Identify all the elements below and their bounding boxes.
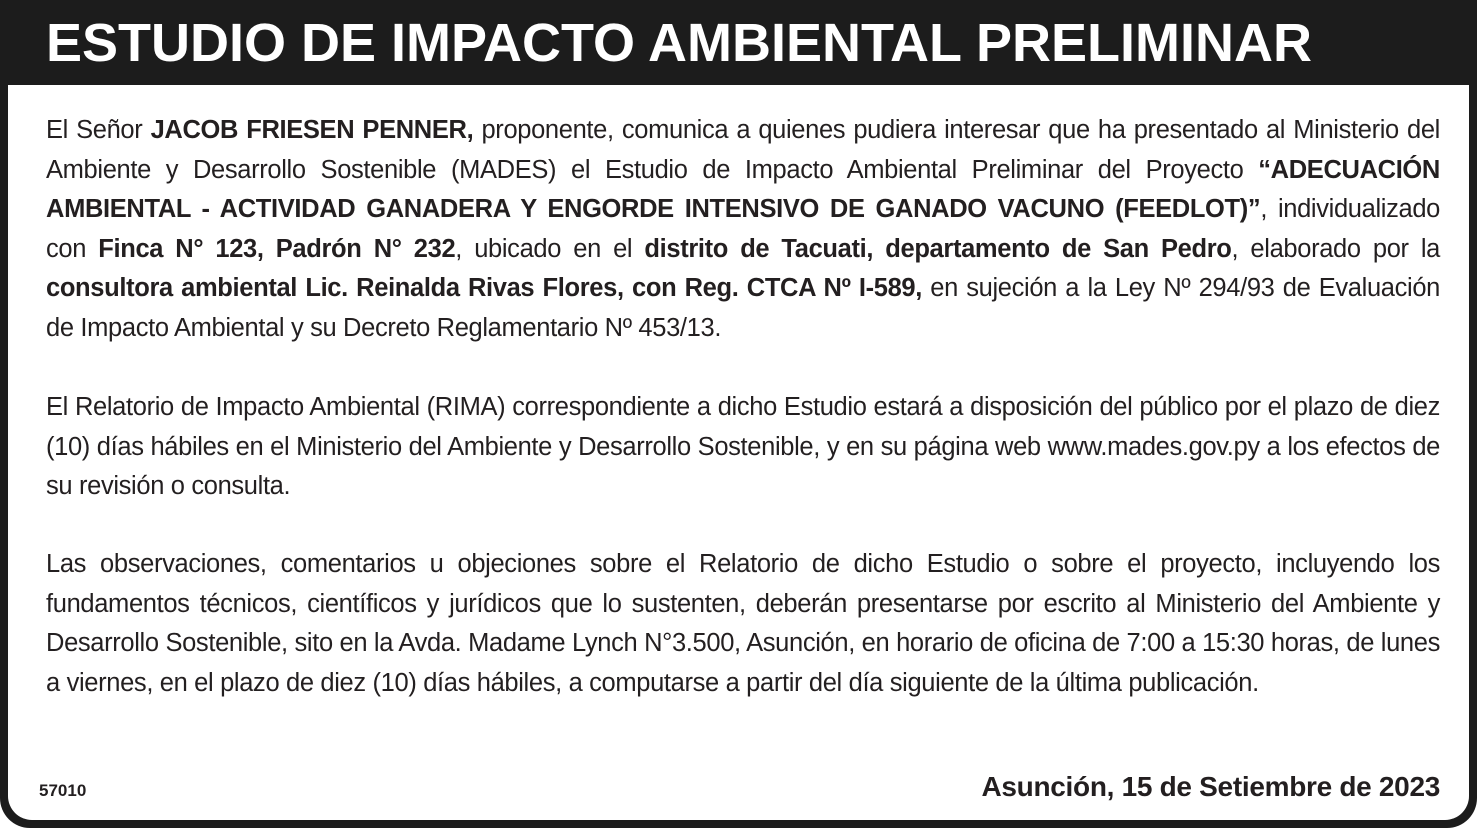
paragraph-rima-availability: El Relatorio de Impacto Ambiental (RIMA) correspondiente a dicho Estudio estará a disposición del público por el plazo de diez (10) días hábiles en el Ministerio del Ambiente y Desarrollo Sostenible, y en su página web www.mades.gov.py a los efectos de su revisión o consulta. [46, 393, 1440, 501]
ad-number: 57010 [39, 781, 87, 800]
paragraph-proposal [46, 111, 1440, 349]
legal-basis-text: en sujeción a la Ley Nº 294/93 de Evaluación de Impacto Ambiental y su Decreto Reglamentario Nº 453/13. [46, 274, 1440, 342]
proponent-name: JACOB FRIESEN PENNER, [150, 116, 474, 144]
project-location: distrito de Tacuati, departamento de San Pedro [644, 234, 1232, 263]
project-name: “ADECUACIÓN AMBIENTAL - ACTIVIDAD GANADERA Y ENGORDE INTENSIVO DE GANADO VACUNO (FEEDLOT)” [46, 155, 1440, 224]
publication-date: Asunción, 15 de Setiembre de 2023 [981, 771, 1440, 802]
property-id: Finca N° 123, Padrón N° 232 [98, 234, 456, 263]
individualized-text: , individualizado con [46, 195, 1440, 263]
prepared-by-text: , elaborado por la [1231, 234, 1441, 263]
paragraph-observations: Las observaciones, comentarios u objeciones sobre el Relatorio de dicho Estudio o sobre el proyecto, incluyendo los fundamentos técnicos, científicos y jurídicos que lo sustenten, deberán presentarse por escrito al Ministerio del Ambiente y Desarrollo Sostenible, sito en la Avda. Madame Lynch N°3.500, Asunción, en horario de oficina de 7:00 a 15:30 horas, de lunes a viernes, en el plazo de diez (10) días hábiles, a computarse a partir del día siguiente de la última publicación. [46, 550, 1440, 697]
proposal-text: proponente, comunica a quienes pudiera interesar que ha presentado al Ministerio del Ambiente y Desarrollo Sostenible (MADES) el Estudio de Impacto Ambiental Preliminar del Proyecto [46, 116, 1440, 184]
located-text: , ubicado en el [455, 234, 645, 263]
consultant-name: consultora ambiental Lic. Reinalda Rivas Flores, con Reg. CTCA Nº I-589, [46, 274, 922, 303]
intro-text: El Señor [46, 116, 151, 144]
notice-title: ESTUDIO DE IMPACTO AMBIENTAL PRELIMINAR [46, 13, 1313, 73]
notice-header [0, 0, 1477, 85]
notice-body [8, 85, 1469, 820]
